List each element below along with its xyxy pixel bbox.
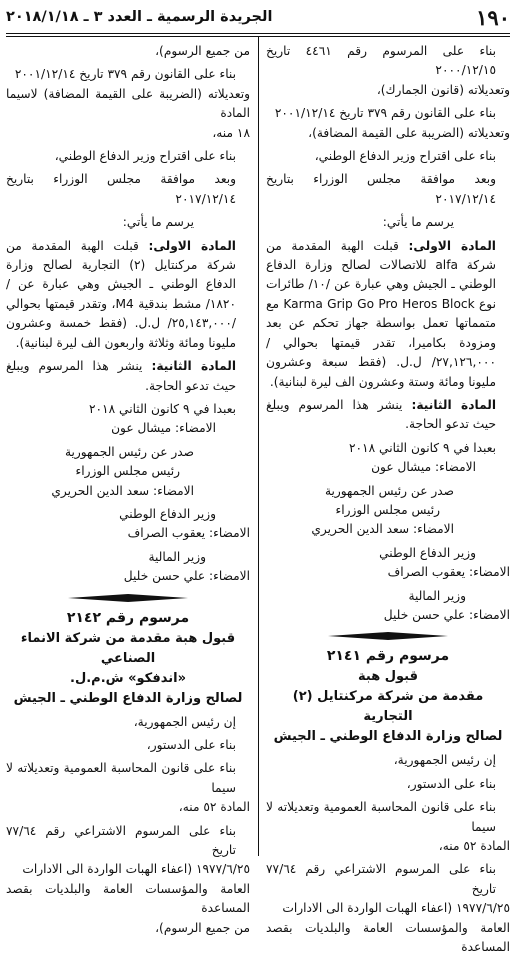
column-divider: [258, 37, 259, 856]
article-2: [6, 357, 250, 396]
preamble-line: بناء على المرسوم الاشتراعي رقم ٧٧/٦٤ تاريخ: [6, 823, 236, 857]
preamble-line: بناء على قانون المحاسبة العمومية وتعديلاته لا سيما: [6, 761, 236, 795]
preamble-line: بناء على الدستور،: [146, 737, 236, 752]
decree-title: مرسوم رقم ٢١٤١: [326, 648, 450, 665]
signature-president: الامضاء: ميشال عون: [111, 421, 216, 436]
article-1-label: المادة الاولى:: [148, 238, 236, 253]
article-2: [266, 396, 510, 435]
ornament-divider-icon: [68, 593, 188, 603]
preamble-line: بناء على المرسوم رقم ٤٤٦١ تاريخ ٢٠٠٠/١٢/١٥: [266, 44, 496, 78]
preamble-line: العامة والمؤسسات العامة والبلديات بقصد المساعدة: [266, 920, 510, 955]
preamble-line: بناء على اقتراح وزير الدفاع الوطني،: [314, 149, 496, 164]
preamble-line: بناء على قانون المحاسبة العمومية وتعديلاته لا سيما: [266, 800, 496, 834]
preamble-line: وبعد موافقة مجلس الوزراء بتاريخ ٢٠١٧/١٢/١٤: [266, 172, 496, 206]
preamble-line: من جميع الرسوم)،: [155, 44, 250, 58]
preamble-line: وبعد موافقة مجلس الوزراء بتاريخ ٢٠١٧/١٢/١٤: [6, 172, 236, 206]
article-2-text: ينشر هذا المرسوم ويبلغ حيث تدعو الحاجة.: [266, 397, 496, 432]
left-column: [6, 42, 250, 935]
signature-finance: الامضاء: علي حسن خليل: [123, 569, 250, 584]
defense-minister-title: وزير الدفاع الوطني: [379, 545, 476, 560]
preamble-line: ١٩٧٧/٦/٢٥ (اعفاء الهبات الواردة الى الادارات: [22, 862, 250, 877]
page-header: [6, 4, 510, 30]
signature-pm: الامضاء: سعد الدين الحريري: [51, 483, 194, 498]
decree-subtitle: «اندفكو» ش.م.ل.: [70, 670, 186, 686]
date-line: بعبدا في ٩ كانون الثاني ٢٠١٨: [348, 440, 496, 455]
signature-president: الامضاء: ميشال عون: [371, 460, 476, 475]
signature-defense: الامضاء: يعقوب الصراف: [387, 565, 510, 580]
article-1-text: قبلت الهبة المقدمة من شركة مركنتايل (٢) التجارية لصالح وزارة الدفاع الوطني ـ الجيش وهي عبارة عن /١٨٢٠/ مشط بندقية M4، وتقدر قيمتها بحوالي /٢٥,١٤٣,٠٠٠/ ل.ل. (فقط خمسة وعشرون مليونا ومائة وثلاثة واربعون الف ليرة لبنانية).: [6, 238, 237, 350]
decree-subtitle: لصالح وزارة الدفاع الوطني ـ الجيش: [273, 729, 503, 745]
defense-minister-title: وزير الدفاع الوطني: [119, 506, 216, 521]
article-1: [266, 237, 510, 392]
page-number: ١٩٠: [476, 4, 510, 30]
decree-subtitle: مقدمة من شركة مركنتايل (٢) التجارية: [292, 689, 484, 725]
decree-subtitle: لصالح وزارة الدفاع الوطني ـ الجيش: [13, 690, 243, 706]
issued-by: صدر عن رئيس الجمهورية: [324, 483, 454, 498]
decree-title: مرسوم رقم ٢١٤٢: [66, 609, 190, 626]
section-divider: [266, 631, 510, 641]
preamble-line: ١٩٧٧/٦/٢٥ (اعفاء الهبات الواردة الى الادارات: [282, 901, 510, 916]
preamble-line: بناء على الدستور،: [406, 776, 496, 791]
preamble-line: وتعديلاته (قانون الجمارك)،: [376, 82, 510, 97]
signature-pm: الامضاء: سعد الدين الحريري: [311, 522, 454, 537]
decree-phrase: يرسم ما يأتي:: [122, 215, 194, 230]
decree-subtitle: قبول هبة مقدمة من شركة الانماء الصناعي: [20, 630, 236, 666]
article-1-label: المادة الاولى:: [408, 238, 496, 253]
signature-defense: الامضاء: يعقوب الصراف: [127, 526, 250, 541]
preamble-line: المادة ٥٢ منه،: [178, 800, 250, 815]
preamble-line: بناء على القانون رقم ٣٧٩ تاريخ ٢٠٠١/١٢/١٤: [14, 67, 236, 82]
decree-subtitle: قبول هبة: [358, 669, 418, 685]
article-1-text: قبلت الهبة المقدمة من شركة alfa للاتصالات لصالح وزارة الدفاع الوطني ـ الجيش وهي عبارة عن /١٠/ طائرات نوع Karma Grip Go Pro Heros Block مع متمماتها تعمل بواسطة جهاز تحكم عن بعد ومزودة بكاميرا، تقدر قيمتها بحوالي /٢٧,١٢٦,٠٠٠/ ل.ل. (فقط سبعة وعشرون مليونا ومائة وستة وعشرون الف ليرة لبنانية).: [266, 238, 496, 389]
preamble-line: المادة ٥٢ منه،: [438, 839, 510, 853]
preamble-line: بناء على المرسوم الاشتراعي رقم ٧٧/٦٤ تاريخ: [266, 862, 496, 896]
preamble-line: إن رئيس الجمهورية،: [133, 714, 236, 729]
article-2-label: المادة الثانية:: [151, 359, 236, 374]
preamble-line: وتعديلاته (الضريبة على القيمة المضافة)،: [308, 125, 510, 140]
header-rule: [6, 33, 510, 34]
preamble-line: ١٨ منه،: [212, 125, 250, 140]
decree-phrase: يرسم ما يأتي:: [382, 215, 454, 230]
issued-by: صدر عن رئيس الجمهورية: [64, 444, 194, 459]
date-line: بعبدا في ٩ كانون الثاني ٢٠١٨: [88, 401, 236, 416]
signature-finance: الامضاء: علي حسن خليل: [383, 607, 510, 622]
ornament-divider-icon: [328, 631, 448, 641]
preamble-line: بناء على اقتراح وزير الدفاع الوطني،: [54, 149, 236, 164]
article-1: [6, 237, 250, 353]
article-2-text: ينشر هذا المرسوم ويبلغ حيث تدعو الحاجة.: [6, 359, 236, 393]
pm-title: رئيس مجلس الوزراء: [335, 502, 440, 517]
article-2-label: المادة الثانية:: [411, 397, 496, 412]
section-divider: [6, 593, 250, 603]
pm-title: رئيس مجلس الوزراء: [75, 464, 180, 479]
preamble-line: بناء على القانون رقم ٣٧٩ تاريخ ٢٠٠١/١٢/١٤: [274, 106, 496, 121]
gazette-title: الجريدة الرسمية ـ العدد ٣ ـ ٢٠١٨/١/١٨: [6, 9, 273, 25]
preamble-line: العامة والمؤسسات العامة والبلديات بقصد المساعدة: [6, 881, 250, 916]
preamble-line: إن رئيس الجمهورية،: [393, 753, 496, 768]
preamble-line: من جميع الرسوم)،: [155, 920, 250, 935]
preamble-line: وتعديلاته (الضريبة على القيمة المضافة) لاسيما المادة: [6, 86, 250, 121]
finance-minister-title: وزير المالية: [408, 588, 466, 603]
finance-minister-title: وزير المالية: [148, 549, 206, 564]
right-column: [266, 42, 510, 955]
